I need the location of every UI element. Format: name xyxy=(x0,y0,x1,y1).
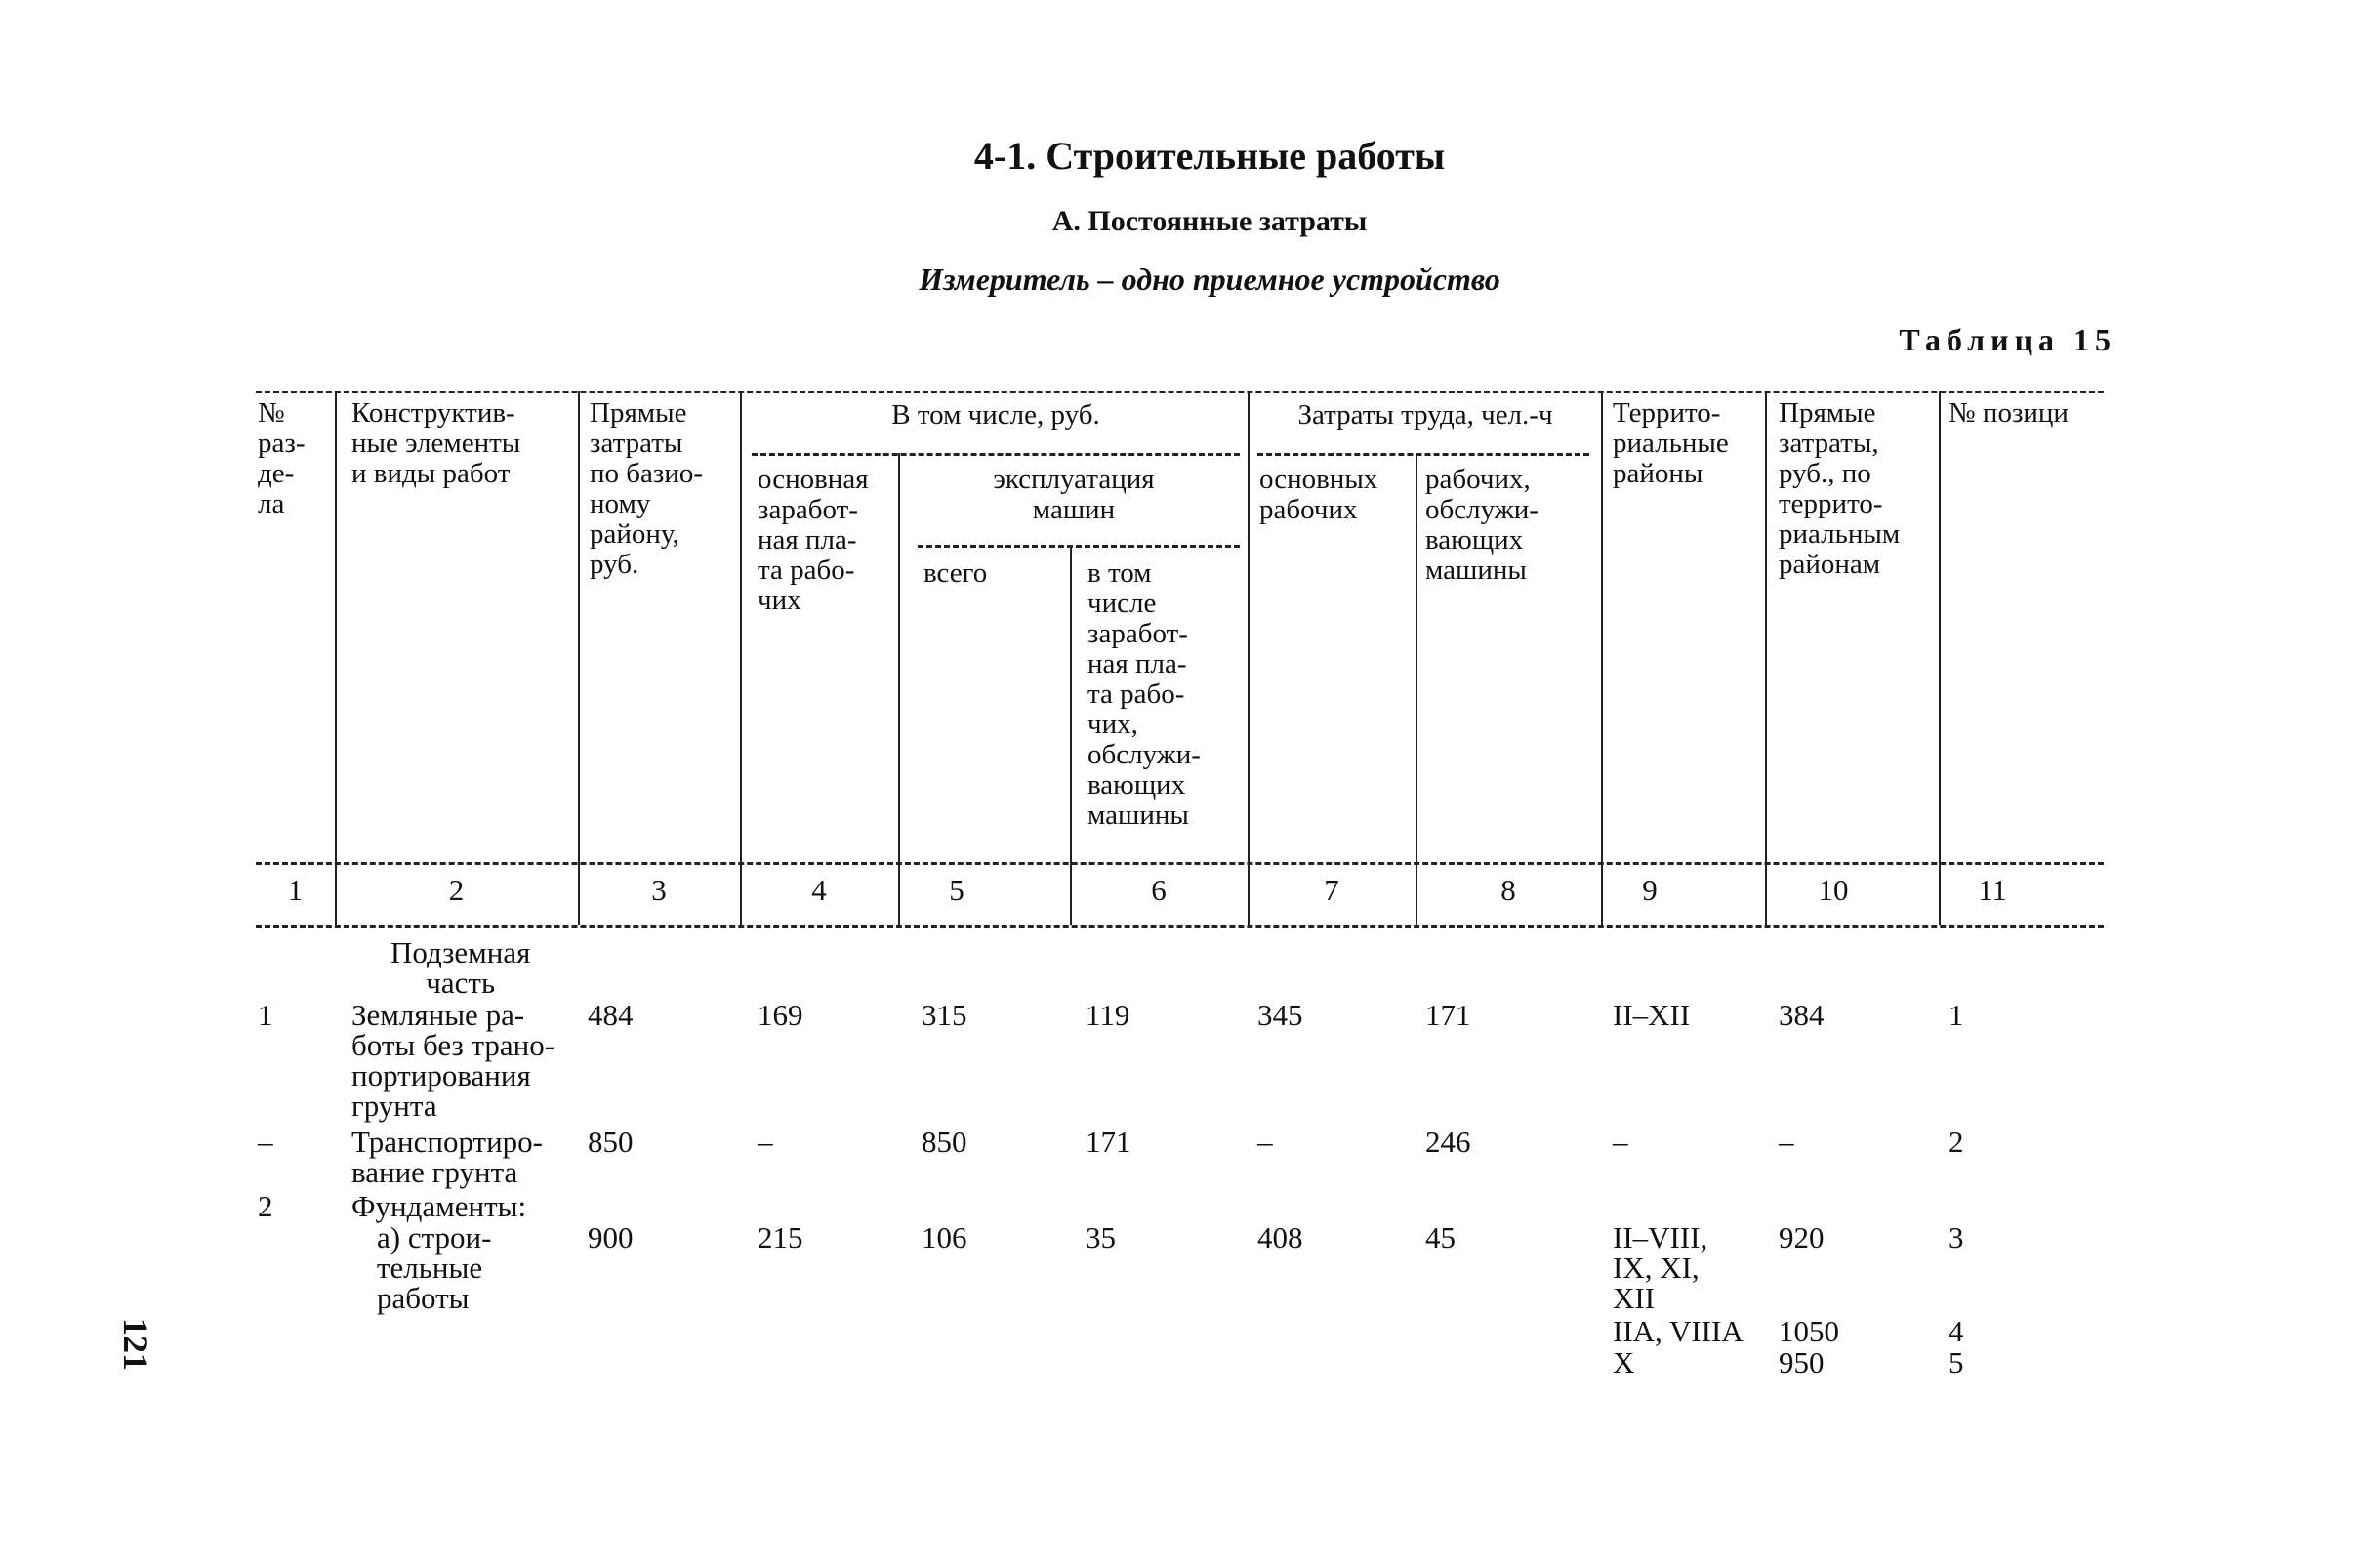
cell-element-sub: а) строи- тельные работы xyxy=(377,1220,492,1315)
cell-regional-cost: 920 xyxy=(1779,1220,1825,1255)
col-divider-5 xyxy=(1070,545,1072,925)
header-bottom-rule xyxy=(256,862,2104,865)
colnum: 9 xyxy=(1642,873,1658,907)
cell-position: 1 xyxy=(1949,998,1964,1032)
cell-wage: 215 xyxy=(758,1220,803,1255)
header-base-wage: основная заработ- ная пла- та рабо- чих xyxy=(758,464,869,616)
col-divider-1 xyxy=(335,391,337,925)
cell-labor-mach: 246 xyxy=(1425,1125,1471,1159)
header-group-machines: эксплуатация машин xyxy=(993,464,1155,525)
cell-section-no: 1 xyxy=(258,998,273,1032)
cell-position: 5 xyxy=(1949,1345,1964,1379)
colnum: 11 xyxy=(1978,873,2007,907)
header-regions: Террито- риальные районы xyxy=(1613,397,1729,489)
cell-direct: 484 xyxy=(588,998,634,1032)
cell-position: 2 xyxy=(1949,1125,1964,1159)
cell-labor-main: – xyxy=(1257,1125,1273,1159)
cell-element: Фундаменты: xyxy=(351,1189,527,1223)
cell-element: Земляные ра- боты без трано- портирования грунта xyxy=(351,998,555,1123)
colnum: 1 xyxy=(287,873,304,907)
header-regional-costs: Прямые затраты, руб., по террито- риальным районам xyxy=(1779,397,1901,580)
colnum: 4 xyxy=(811,873,827,907)
measure-unit: Измеритель – одно приемное устройство xyxy=(919,262,1500,297)
cell-mach-wage: 35 xyxy=(1086,1220,1116,1255)
header-labor-main: основных рабочих xyxy=(1259,464,1378,525)
group-rub-rule xyxy=(752,453,1240,456)
header-section-no: № раз- де- ла xyxy=(258,397,306,519)
colnum: 8 xyxy=(1500,873,1516,907)
cell-regions: – xyxy=(1613,1125,1628,1159)
cell-mach-total: 850 xyxy=(922,1125,967,1159)
cell-mach-wage: 171 xyxy=(1086,1125,1131,1159)
col-divider-7 xyxy=(1416,453,1417,925)
cell-position: 3 xyxy=(1949,1220,1964,1255)
header-machines-total: всего xyxy=(923,557,988,589)
col-divider-8 xyxy=(1601,391,1603,925)
cell-regional-cost: 1050 xyxy=(1779,1314,1839,1348)
table-label: Таблица 15 xyxy=(1899,322,2116,357)
header-position-no: № позици xyxy=(1949,397,2069,429)
cell-regional-cost: 950 xyxy=(1779,1345,1825,1379)
group-labor-rule xyxy=(1257,453,1589,456)
cell-wage: – xyxy=(758,1125,773,1159)
page-subtitle: А. Постоянные затраты xyxy=(1051,205,1368,237)
cell-mach-total: 106 xyxy=(922,1220,967,1255)
cell-regional-cost: 384 xyxy=(1779,998,1825,1032)
page-number: 121 xyxy=(116,1318,155,1371)
colnum: 2 xyxy=(448,873,465,907)
header-direct-costs: Прямые затраты по базио- ному району, руб. xyxy=(590,397,704,580)
col-divider-3 xyxy=(740,391,742,925)
header-labor-machines: рабочих, обслужи- вающих машины xyxy=(1425,464,1539,586)
cell-regions: X xyxy=(1613,1345,1635,1379)
header-machines-wage: в том числе заработ- ная пла- та рабо- чих, обслужи- вающих машины xyxy=(1087,557,1201,831)
section-heading: Подземная часть xyxy=(390,935,531,1000)
colnum: 10 xyxy=(1818,873,1849,907)
cell-element: Транспортиро- вание грунта xyxy=(351,1125,544,1189)
cell-section-no: 2 xyxy=(258,1189,273,1223)
col-divider-2 xyxy=(578,391,580,925)
header-group-labor: Затраты труда, чел.-ч xyxy=(1297,399,1553,431)
group-machines-rule xyxy=(918,545,1240,548)
cell-direct: 850 xyxy=(588,1125,634,1159)
cell-labor-mach: 45 xyxy=(1425,1220,1456,1255)
cell-labor-mach: 171 xyxy=(1425,998,1471,1032)
cell-mach-wage: 119 xyxy=(1086,998,1130,1032)
header-group-rub: В том числе, руб. xyxy=(891,399,1100,431)
cell-wage: 169 xyxy=(758,998,803,1032)
cell-position: 4 xyxy=(1949,1314,1964,1348)
cell-section-no: – xyxy=(258,1125,273,1159)
cell-regions: IIA, VIIIA xyxy=(1613,1314,1744,1348)
cell-labor-main: 408 xyxy=(1257,1220,1303,1255)
header-elements: Конструктив- ные элементы и виды работ xyxy=(351,397,521,489)
cell-direct: 900 xyxy=(588,1220,634,1255)
col-divider-4 xyxy=(898,453,900,925)
colnum: 5 xyxy=(949,873,964,907)
colnum-bottom-rule xyxy=(256,925,2104,928)
cell-mach-total: 315 xyxy=(922,998,967,1032)
col-divider-6 xyxy=(1248,391,1250,925)
col-divider-9 xyxy=(1765,391,1767,925)
colnum: 7 xyxy=(1324,873,1339,907)
cell-labor-main: 345 xyxy=(1257,998,1303,1032)
colnum: 3 xyxy=(651,873,667,907)
col-divider-10 xyxy=(1939,391,1941,925)
cell-regions: II–VIII, IX, XI, XII xyxy=(1613,1220,1708,1315)
page-title: 4-1. Строительные работы xyxy=(973,134,1446,178)
cell-regions: II–XII xyxy=(1613,998,1691,1032)
cell-regional-cost: – xyxy=(1779,1125,1794,1159)
colnum: 6 xyxy=(1151,873,1167,907)
header-top-rule xyxy=(256,391,2104,393)
